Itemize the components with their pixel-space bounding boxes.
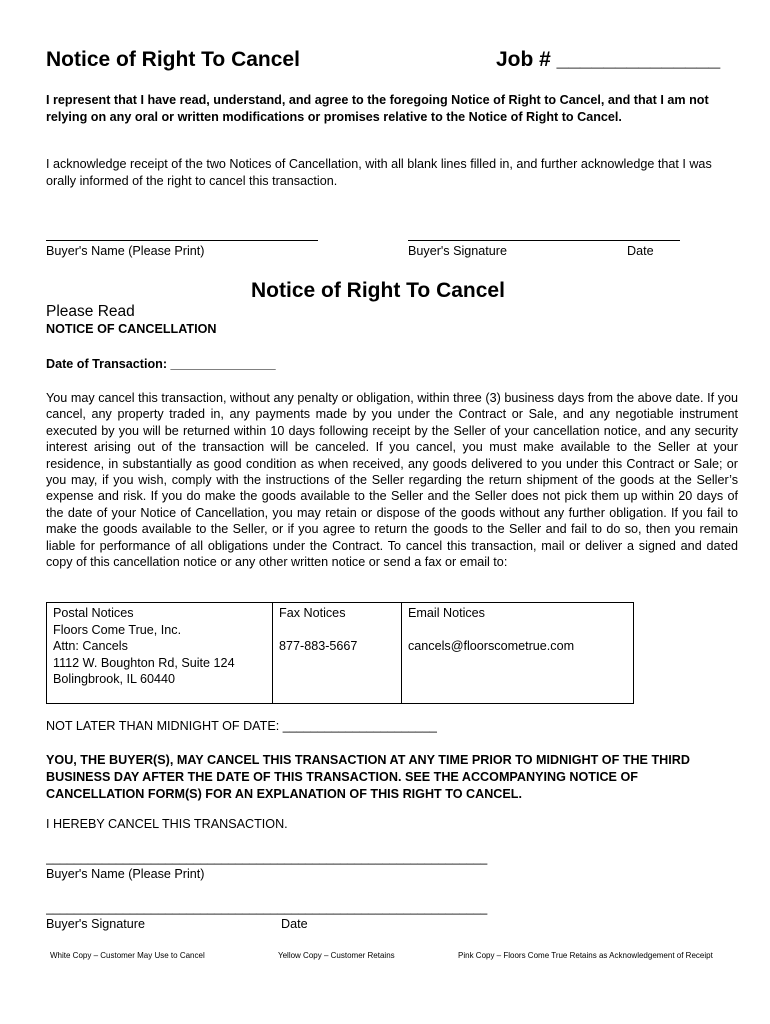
cancel-buyer-signature-line[interactable]: _______________________________________________________________ — [46, 901, 488, 915]
white-copy-note: White Copy – Customer May Use to Cancel — [50, 951, 205, 960]
yellow-copy-note: Yellow Copy – Customer Retains — [278, 951, 395, 960]
date-label: Date — [627, 244, 654, 258]
please-read-label: Please Read — [46, 303, 135, 320]
acknowledgement-statement: I represent that I have read, understand, and agree to the foregoing Notice of Right to Cancel, and that I am not relying on any oral or written modifications or promises relative to the Notice of Right to Cancel. — [46, 93, 709, 124]
postal-line: 1112 W. Boughton Rd, Suite 124 — [53, 655, 235, 670]
cancellation-terms: You may cancel this transaction, without any penalty or obligation, within three (3) business days from the above date. If you cancel, any property traded in, any payments made by you under the Contract or Sale, and any negotiable instrument executed by you will be returned within 10 days following receipt by the Seller of your cancellation notice, and any security interest arising out of the transaction will be canceled. If you cancel, you must make available to the Seller at your residence, in substantially as good condition as when received, any goods delivered to you under this Contract or Sale; or you may, if you wish, comply with the instructions of the Seller regarding the return shipment of the goods at the Seller’s expense and risk. If you do make the goods available to the Seller and the Seller does not pick them up within 20 days of the date of your Notice of Cancellation, you may retain or dispose of the goods without any further obligation. If you fail to make the goods available to the Seller, or if you agree to return the goods to the Seller and fail to do so, then you remain liable for performance of all obligations under the Contract. To cancel this transaction, mail or deliver a signed and dated copy of this cancellation notice or any other written notice or send a fax or email to: — [46, 391, 738, 570]
contact-table — [46, 602, 634, 704]
fax-notices-cell — [273, 603, 402, 704]
receipt-statement: I acknowledge receipt of the two Notices of Cancellation, with all blank lines filled in, and further acknowledge that I was orally informed of the right to cancel this transaction. — [46, 157, 712, 188]
buyer-signature-label: Buyer's Signature — [408, 244, 508, 258]
pink-copy-note: Pink Copy – Floors Come True Retains as Acknowledgement of Receipt — [458, 951, 713, 960]
postal-line: Floors Come True, Inc. — [53, 622, 182, 637]
email-notices-cell — [402, 603, 634, 704]
postal-line: Attn: Cancels — [53, 639, 128, 653]
notice-title: Notice of Right To Cancel — [251, 279, 505, 302]
postal-notices-cell — [47, 603, 273, 704]
email-address[interactable]: cancels@floorscometrue.com — [408, 639, 575, 653]
notice-subtitle: NOTICE OF CANCELLATION — [46, 322, 217, 336]
cancel-date-label: Date — [281, 917, 308, 931]
postal-header: Postal Notices — [53, 606, 134, 620]
cancel-buyer-name-line[interactable]: _______________________________________________________________ — [46, 851, 488, 865]
page-title: Notice of Right To Cancel — [46, 48, 300, 71]
date-of-transaction-field[interactable]: Date of Transaction: _______________ — [46, 357, 276, 371]
email-header: Email Notices — [408, 606, 485, 620]
fax-number: 877-883-5667 — [279, 639, 358, 653]
postal-line: Bolingbrook, IL 60440 — [53, 672, 176, 686]
midnight-date-field[interactable]: NOT LATER THAN MIDNIGHT OF DATE: ______________________ — [46, 719, 437, 733]
hereby-cancel-statement: I HEREBY CANCEL THIS TRANSACTION. — [46, 817, 288, 831]
fax-header: Fax Notices — [279, 606, 346, 620]
cancel-buyer-signature-label: Buyer's Signature — [46, 917, 146, 931]
buyer-name-label: Buyer's Name (Please Print) — [46, 244, 205, 258]
buyer-name-line[interactable] — [46, 240, 318, 241]
job-number-field[interactable]: Job # ______________ — [496, 48, 721, 71]
cancel-warning: YOU, THE BUYER(S), MAY CANCEL THIS TRANSACTION AT ANY TIME PRIOR TO MIDNIGHT OF THE THIRD BUSINESS DAY AFTER THE DATE OF THIS TRANSACTION. SEE THE ACCOMPANYING NOTICE OF CANCELLATION FORM(S) FOR AN EXPLANATION OF THIS RIGHT TO CANCEL. — [46, 753, 690, 801]
buyer-signature-line[interactable] — [408, 240, 680, 241]
cancel-buyer-name-label: Buyer's Name (Please Print) — [46, 867, 205, 881]
